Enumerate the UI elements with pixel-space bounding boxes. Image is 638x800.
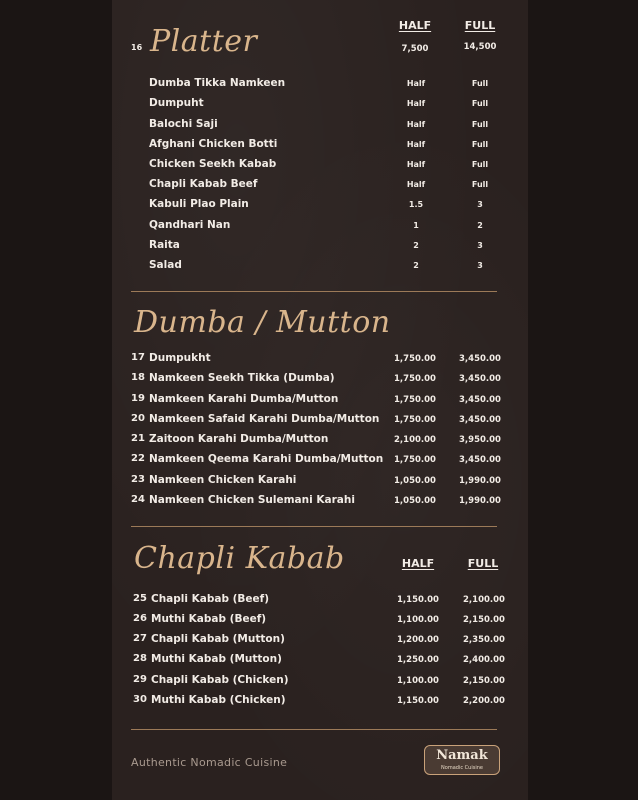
platter-item-full: Full [471, 160, 489, 169]
platter-item-half: Half [406, 99, 426, 108]
chapli-item-number: 25 [133, 593, 147, 604]
platter-item-name: Chapli Kabab Beef [149, 178, 258, 190]
dumba-item-name: Namkeen Qeema Karahi Dumba/Mutton [149, 453, 384, 465]
chapli-title: Chapli Kabab [134, 541, 345, 576]
platter-item-full: 3 [477, 200, 483, 209]
platter-item-name: Salad [149, 259, 182, 271]
chapli-item-half: 1,250.00 [397, 655, 439, 665]
dumba-item-name: Zaitoon Karahi Dumba/Mutton [149, 433, 329, 445]
chapli-item-number: 28 [133, 653, 147, 664]
section-divider [131, 526, 497, 527]
platter-item-name: Kabuli Plao Plain [149, 198, 249, 210]
chapli-full-header: FULL [467, 557, 499, 570]
platter-half-header: HALF [398, 19, 432, 32]
platter-item-half: Half [406, 180, 426, 189]
platter-item-name: Raita [149, 239, 180, 251]
dumba-item-number: 18 [131, 372, 145, 383]
platter-item-half: 1 [413, 221, 419, 230]
dumba-item-name: Namkeen Seekh Tikka (Dumba) [149, 372, 335, 384]
dumba-item-half: 1,750.00 [394, 354, 436, 364]
platter-item-name: Chicken Seekh Kabab [149, 158, 277, 170]
chapli-item-name: Muthi Kabab (Beef) [151, 613, 267, 625]
dumba-item-name: Namkeen Safaid Karahi Dumba/Mutton [149, 413, 380, 425]
dumba-item-number: 23 [131, 474, 145, 485]
dumba-item-number: 24 [131, 494, 145, 505]
platter-number: 16 [131, 43, 143, 52]
platter-item-half: 2 [413, 261, 419, 270]
platter-full-header: FULL [464, 19, 496, 32]
dumba-item-name: Dumpukht [149, 352, 211, 364]
chapli-item-name: Muthi Kabab (Chicken) [151, 694, 286, 706]
dumba-item-number: 22 [131, 453, 145, 464]
chapli-item-full: 2,400.00 [463, 655, 505, 665]
platter-item-full: Full [471, 79, 489, 88]
platter-item-half: Half [406, 79, 426, 88]
dumba-item-number: 19 [131, 393, 145, 404]
chapli-item-full: 2,350.00 [463, 635, 505, 645]
platter-item-name: Balochi Saji [149, 118, 218, 130]
footer-tagline: Authentic Nomadic Cuisine [131, 756, 288, 769]
platter-title: Platter [150, 24, 258, 59]
platter-half-price: 7,500 [401, 44, 429, 54]
platter-item-name: Qandhari Nan [149, 219, 231, 231]
platter-item-full: Full [471, 120, 489, 129]
logo-name: Namak [436, 748, 488, 763]
chapli-item-half: 1,100.00 [397, 676, 439, 686]
chapli-item-half: 1,100.00 [397, 615, 439, 625]
dumba-item-full: 3,450.00 [459, 354, 501, 364]
platter-item-half: Half [406, 160, 426, 169]
platter-item-half: 1.5 [408, 200, 424, 209]
chapli-item-full: 2,200.00 [463, 696, 505, 706]
chapli-item-full: 2,150.00 [463, 615, 505, 625]
platter-item-full: Full [471, 99, 489, 108]
dumba-item-half: 1,750.00 [394, 395, 436, 405]
platter-item-full: 3 [477, 241, 483, 250]
platter-item-half: 2 [413, 241, 419, 250]
chapli-half-header: HALF [401, 557, 435, 570]
chapli-item-number: 26 [133, 613, 147, 624]
dumba-item-number: 20 [131, 413, 145, 424]
chapli-item-half: 1,150.00 [397, 595, 439, 605]
platter-item-full: Full [471, 140, 489, 149]
chapli-item-number: 30 [133, 694, 147, 705]
namak-logo [424, 745, 500, 775]
dumba-item-full: 3,450.00 [459, 395, 501, 405]
dumba-item-number: 21 [131, 433, 145, 444]
platter-item-name: Afghani Chicken Botti [149, 138, 278, 150]
platter-item-full: 3 [477, 261, 483, 270]
platter-item-name: Dumpuht [149, 97, 204, 109]
platter-item-full: Full [471, 180, 489, 189]
chapli-item-half: 1,150.00 [397, 696, 439, 706]
dumba-item-full: 3,450.00 [459, 455, 501, 465]
dumba-item-name: Namkeen Karahi Dumba/Mutton [149, 393, 339, 405]
section-divider [131, 729, 497, 730]
dumba-item-full: 3,450.00 [459, 374, 501, 384]
dumba-item-half: 1,050.00 [394, 476, 436, 486]
dumba-item-half: 1,750.00 [394, 455, 436, 465]
section-divider [131, 291, 497, 292]
chapli-item-full: 2,100.00 [463, 595, 505, 605]
dumba-item-full: 3,450.00 [459, 415, 501, 425]
chapli-item-half: 1,200.00 [397, 635, 439, 645]
chapli-item-name: Chapli Kabab (Chicken) [151, 674, 289, 686]
chapli-item-name: Muthi Kabab (Mutton) [151, 653, 282, 665]
dumba-item-half: 1,750.00 [394, 374, 436, 384]
platter-full-price: 14,500 [463, 42, 497, 52]
platter-item-name: Dumba Tikka Namkeen [149, 77, 286, 89]
dumba-item-full: 1,990.00 [459, 476, 501, 486]
dumba-item-half: 2,100.00 [394, 435, 436, 445]
dumba-item-full: 1,990.00 [459, 496, 501, 506]
platter-item-half: Half [406, 140, 426, 149]
dumba-item-name: Namkeen Chicken Sulemani Karahi [149, 494, 355, 506]
platter-item-full: 2 [477, 221, 483, 230]
dumba-item-full: 3,950.00 [459, 435, 501, 445]
dumba-item-name: Namkeen Chicken Karahi [149, 474, 297, 486]
chapli-item-name: Chapli Kabab (Mutton) [151, 633, 285, 645]
chapli-item-full: 2,150.00 [463, 676, 505, 686]
dumba-item-half: 1,050.00 [394, 496, 436, 506]
platter-item-half: Half [406, 120, 426, 129]
dumba-title: Dumba / Mutton [134, 305, 391, 340]
logo-subtitle: Nomadic Cuisine [441, 765, 483, 771]
chapli-item-number: 29 [133, 674, 147, 685]
dumba-item-half: 1,750.00 [394, 415, 436, 425]
dumba-item-number: 17 [131, 352, 145, 363]
chapli-item-name: Chapli Kabab (Beef) [151, 593, 270, 605]
chapli-item-number: 27 [133, 633, 147, 644]
